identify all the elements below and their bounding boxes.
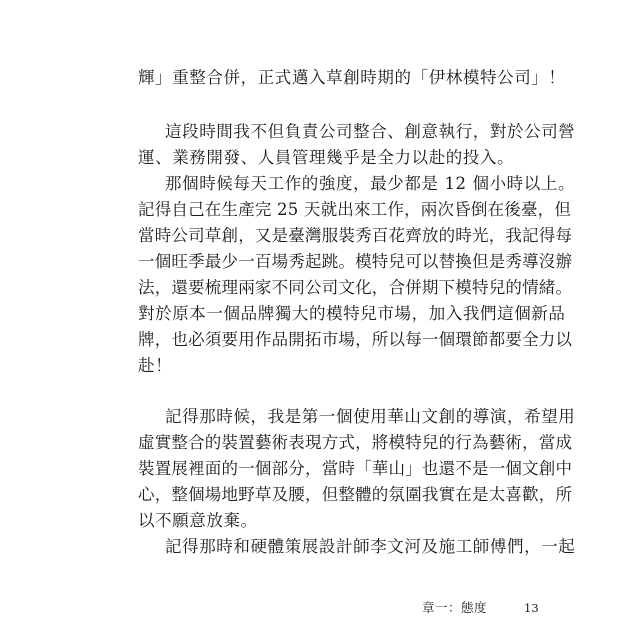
paragraph-first-line: 這段時間我不但負責公司整合、創意執行，對於公司營 [165,122,576,141]
body-line: 心，整個場地野草及腰，但整體的氛圍我實在是太喜歡，所 [138,485,573,504]
paragraph-first-line: 記得那時候，我是第一個使用華山文創的導演，希望用 [165,407,576,426]
body-line: 記得自己在生產完 25 天就出來工作，兩次昏倒在後臺，但 [138,200,572,219]
body-line: 運、業務開發、人員管理幾乎是全力以赴的投入。 [138,148,515,167]
body-line: 赴！ [138,356,173,375]
body-line: 裝置展裡面的一個部分，當時「華山」也還不是一個文創中 [138,459,573,478]
body-line: 當時公司草創，又是臺灣服裝秀百花齊放的時光，我記得每 [138,226,573,245]
body-line: 法，還要梳理兩家不同公司文化，合併期下模特兒的情緒。 [138,278,573,297]
body-line: 對於原本一個品牌獨大的模特兒市場，加入我們這個新品 [138,304,566,323]
body-line: 輝」重整合併，正式邁入草創時期的「伊林模特公司」！ [138,68,566,87]
paragraph-first-line: 那個時候每天工作的強度，最少都是 12 個小時以上。 [165,174,576,193]
paragraph-first-line: 記得那時和硬體策展設計師李文河及施工師傅們，一起 [165,537,576,556]
body-line: 牌，也必須要用作品開拓市場，所以每一個環節都要全力以 [138,330,573,349]
chapter-title: 章一：態度 [422,600,488,615]
body-line: 虛實整合的裝置藝術表現方式，將模特兒的行為藝術，當成 [138,433,573,452]
body-line: 一個旺季最少一百場秀起跳。模特兒可以替換但是秀導沒辦 [138,252,573,271]
body-line: 以不願意放棄。 [138,511,258,530]
page-number: 13 [524,601,539,615]
